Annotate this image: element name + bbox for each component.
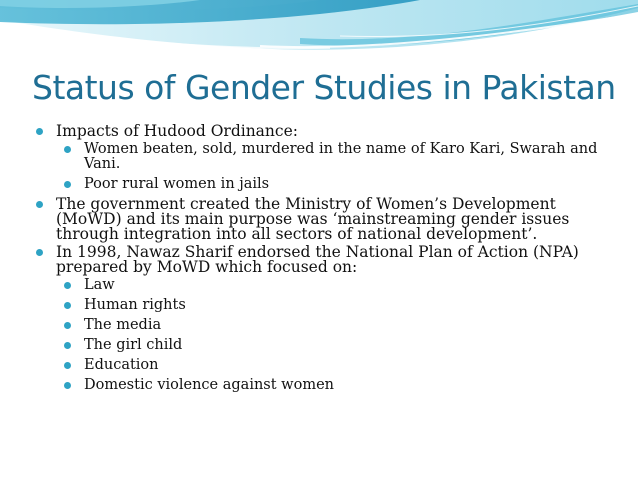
sub-bullet-item [36,358,616,373]
bullet-text: Law [84,277,115,293]
bullet-icon [64,181,71,188]
bullet-text: Education [84,357,159,373]
bullet-text: Impacts of Hudood Ordinance: [56,122,298,140]
bullet-icon [36,249,43,256]
bullet-icon [64,382,71,389]
bullet-icon [64,146,71,153]
sub-bullet-item [36,278,616,293]
bullet-icon [64,302,71,309]
bullet-icon [36,128,43,135]
bullet-icon [64,282,71,289]
sub-bullet-item [36,378,616,393]
sub-bullet-item [36,318,616,333]
bullet-text: Human rights [84,297,186,313]
bullet-item [36,245,616,275]
bullet-icon [36,201,43,208]
slide-bullet-list [36,124,616,398]
sub-bullet-item [36,298,616,313]
sub-bullet-item [36,142,616,172]
bullet-icon [64,322,71,329]
sub-bullet-item [36,177,616,192]
bullet-item [36,124,616,139]
bullet-text: Domestic violence against women [84,377,334,393]
bullet-icon [64,342,71,349]
bullet-text: The media [84,317,162,333]
bullet-item [36,197,616,242]
slide-title: Status of Gender Studies in Pakistan [32,68,616,107]
bullet-text: Women beaten, sold, murdered in the name of Karo Kari, Swarah and Vani. [84,141,598,172]
sub-bullet-item [36,338,616,353]
bullet-text: In 1998, Nawaz Sharif endorsed the National Plan of Action (NPA) prepared by MoWD which focused on: [56,243,579,276]
bullet-text: The government created the Ministry of Women’s Development (MoWD) and its main purpose was ‘mainstreaming gender issues through integration into all sectors of national development’. [56,195,570,243]
bullet-icon [64,362,71,369]
bullet-text: Poor rural women in jails [84,176,270,192]
bullet-text: The girl child [84,337,183,353]
